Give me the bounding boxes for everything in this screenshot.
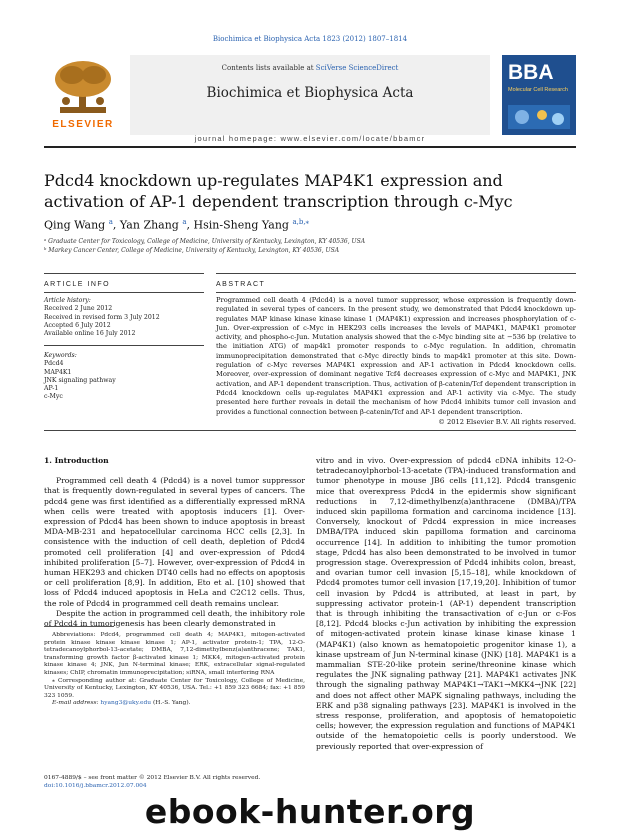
contents-prefix: Contents lists available at [221, 64, 316, 72]
keyword: AP-1 [44, 385, 59, 393]
keywords-label: Keywords: [44, 352, 77, 359]
intro-heading: 1. Introduction [44, 456, 109, 465]
abstract-text: Programmed cell death 4 (Pdcd4) is a novel tumor suppressor, whose expression is frequently down-regulated in several types of cancers. In the present study, we demonstrated that Pdcd4 knockdown up-regulates MAP kinase kinase kinase kinase 1 (MAP4K1) expression and increases phosphorylation of c-Jun. Over-expression of c-Myc in HEK293 cells increases the levels of MAP4K1, MAP4K1 promoter activity, and phospho-c-Jun. Mutation analysis showed that the c-Myc binding site at −536 bp (relative to the initiation ATG) of map4k1 promoter responds to c-Myc regulation. In addition, chromatin immunoprecipitation demonstrated that c-Myc directly binds to map4k1 promoter at this site. Down-regulation of c-Myc reverses MAP4K1 expression and AP-1 activation in Pdcd4 knockdown cells. Moreover, over-expression of dominant negative Tcf4 decreases expression of c-Myc and MAP4K1, JNK activation, and AP-1 dependent transcription. Thus, activation of β-catenin/Tcf dependent transcription in Pdcd4 knockdown cells up-regulates MAP4K1 expression and AP-1 activity via c-Myc. The study presented here further reveals in detail the mechanism of how Pdcd4 inhibits tumor cell invasion and provides a functional connection between β-catenin/Tcf and AP-1 dependent transcription. [216, 296, 576, 416]
article-info-subrule [44, 292, 204, 293]
article-info-rule [44, 273, 204, 274]
intro-paragraph-continued: vitro and in vivo. Over-expression of pdcd4 cDNA inhibits 12-O-tetradecanoylphorbol-13-acetate (TPA)-induced transformation and tumor phenotype in mouse JB6 cells [11,12]. Pdcd4 transgenic mice that overexpress Pdcd4 in the epidermis show significant reductions in 7,12-dimethylbenz(a)anthracene (DMBA)/TPA induced skin papilloma formation and carcinoma incidence [13]. Conversely, knockout of Pdcd4 expression in mice increases DMBA/TPA induced skin papilloma formation and carcinoma occurrence [14]. In addition to inhibiting the tumor promotion stage, Pdcd4 has also been demonstrated to be involved in tumor progression stage. Overexpression of Pdcd4 inhibits colon, breast, and ovarian tumor cell invasion [5,15–18], while knockdown of Pdcd4 promotes tumor cell invasion [17,19,20]. Inhibition of tumor cell invasion by Pdcd4 is attributed, at least in part, by suppressing activator protein-1 (AP-1) dependent transcription that is through inhibiting the transactivation of c-Jun or c-Fos [8,12]. Pdcd4 blocks c-Jun activation by inhibiting the expression of mitogen-activated protein kinase kinase kinase kinase 1 (MAP4K1) (also known as hematopoietic progenitor kinase 1), a kinase upstream of Jun N-terminal kinase (JNK) [18]. MAP4K1 is a mammalian STE-20-like protein serine/threonine kinase which regulates the JNK signaling pathway [21]. MAP4K1 activates JNK through the signaling pathway MAP4K1→TAK1→MKK4→JNK [22] and does not affect other MAPK signaling pathways, including the ERK and p38 signaling pathways [23]. MAP4K1 is involved in the stress response, proliferation, and apoptosis of hematopoietic cells; however, the expression regulation and functions of MAP4K1 outside of the hematopoietic cells is poorly understood. We previously reported that over-expression of [316, 456, 576, 751]
masthead-center [130, 55, 490, 135]
author-list: Qing Wang $^a$, Yan Zhang $^a$, Hsin-Sheng Yang $^{a,b,⁎}$ [44, 218, 310, 232]
article-info-heading: ARTICLE INFO [44, 281, 111, 288]
sciencedirect-link[interactable]: SciVerse ScienceDirect [315, 64, 399, 72]
author-name: Qing Wang [44, 218, 106, 232]
cover-art-icon [508, 105, 570, 129]
corresponding-author-footnote: ⁎ Corresponding author at: Graduate Center for Toxicology, College of Medicine, University of Kentucky, Lexington, KY 40536, USA. Tel.: +1 859 323 6684; fax: +1 859 323 1059. [44, 677, 305, 699]
intro-paragraph-1: Programmed cell death 4 (Pdcd4) is a novel tumor suppressor that is frequently down-regulated in several types of cancers. The pdcd4 gene was first identified as a differentially expressed mRNA when cells were treated with apoptosis inducers [1]. Over-expression of Pdcd4 has been shown to induce apoptosis in breast MDA-MB-231 and hepatocellular carcinoma HCC cells [2,3]. In consistence with the induction of cell death, depletion of Pdcd4 promoted cell proliferation [4] and over-expression of Pdcd4 inhibited proliferation [5–7]. However, over-expression of Pdcd4 in human HEK293 and chicken DT40 cells had no effects on apoptosis or cell proliferation [8,9]. In addition, Eto et al. [10] showed that loss of Pdcd4 induced apoptosis in HeLa and C2C12 cells. Thus, the role of Pdcd4 in programmed cell death remains unclear. [44, 476, 305, 608]
cover-subtitle: Molecular Cell Research [508, 87, 568, 93]
abstract-heading: ABSTRACT [216, 281, 266, 288]
email-suffix: (H.-S. Yang). [151, 700, 191, 707]
abstract-copyright: © 2012 Elsevier B.V. All rights reserved. [438, 418, 576, 426]
author-name: Hsin-Sheng Yang [193, 218, 289, 232]
history-item: Accepted 6 July 2012 [44, 321, 111, 329]
left-column [44, 456, 305, 629]
keywords-rule [44, 345, 204, 346]
email-link[interactable]: hyang3@uky.edu [100, 700, 152, 707]
article-history [44, 297, 160, 338]
history-item: Received in revised form 3 July 2012 [44, 313, 160, 321]
abstract-rule [216, 273, 576, 274]
intro-paragraph-2: Despite the action in programmed cell death, the inhibitory role of Pdcd4 in tumorigenesis has been clearly demonstrated in [44, 608, 305, 629]
journal-title: Biochimica et Biophysica Acta [206, 85, 414, 101]
journal-cover [502, 55, 576, 135]
header-rule [44, 146, 576, 148]
article-title: Pdcd4 knockdown up-regulates MAP4K1 expression and activation of AP-1 dependent transcription through c-Myc [44, 171, 513, 211]
author-name: Yan Zhang [119, 218, 179, 232]
elsevier-logo [44, 55, 122, 135]
keyword: c-Myc [44, 393, 63, 401]
history-label: Article history: [44, 297, 91, 304]
author-affil-marker[interactable]: a,b,⁎ [292, 218, 310, 226]
journal-homepage[interactable]: journal homepage: www.elsevier.com/locate/bbamcr [194, 134, 426, 143]
journal-citation[interactable]: Biochimica et Biophysica Acta 1823 (2012) 1807–1814 [212, 35, 408, 43]
abstract-subrule [216, 292, 576, 293]
doi-link[interactable]: doi:10.1016/j.bbamcr.2012.07.004 [44, 782, 147, 789]
abbreviations-footnote: Abbreviations: Pdcd4, programmed cell death 4; MAP4K1, mitogen-activated protein kinase kinase kinase kinase 1; AP-1, activator protein-1; TPA, 12-O-tetradecanoylphorbol-13-acetate; DMBA, 7,12-dimethylbenz(a)anthracene; TAK1, transforming growth factor β-activated kinase 1; MKK4, mitogen-activated protein kinase kinase 4; JNK, Jun N-terminal kinase; ERK, extracellular signal-regulated kinases; ChIP, chromatin immunoprecipitation; siRNA, small interfering RNA [44, 632, 305, 676]
right-column [316, 456, 576, 752]
masthead [44, 55, 576, 135]
history-item: Available online 16 July 2012 [44, 330, 136, 338]
watermark-text: ebook-hunter.org [144, 792, 476, 831]
footnote-rule [44, 626, 114, 627]
keywords-block [44, 352, 116, 402]
affiliation-b: ᵇ Markey Cancer Center, College of Medicine, University of Kentucky, Lexington, KY 40536, USA [44, 247, 340, 254]
author-affil-marker[interactable]: a [108, 218, 113, 226]
affiliation-a: ᵃ Graduate Center for Toxicology, College of Medicine, University of Kentucky, Lexington, KY 40536, USA [44, 238, 366, 245]
keyword: MAP4K1 [44, 368, 72, 376]
abstract-bottom-rule [44, 430, 576, 431]
elsevier-wordmark: ELSEVIER [52, 119, 114, 130]
elsevier-tree-icon [50, 57, 116, 117]
issn-line: 0167-4889/$ – see front matter © 2012 Elsevier B.V. All rights reserved. [44, 775, 261, 781]
keyword: Pdcd4 [44, 360, 64, 368]
keyword: JNK signaling pathway [44, 376, 116, 384]
history-item: Received 2 June 2012 [44, 305, 113, 313]
author-affil-marker[interactable]: a [182, 218, 187, 226]
contents-line [130, 64, 490, 72]
email-label: E-mail address: [52, 700, 101, 707]
footnotes [44, 632, 305, 708]
cover-title: BBA [508, 61, 554, 84]
email-footnote [44, 700, 305, 708]
front-matter-info [44, 775, 305, 790]
